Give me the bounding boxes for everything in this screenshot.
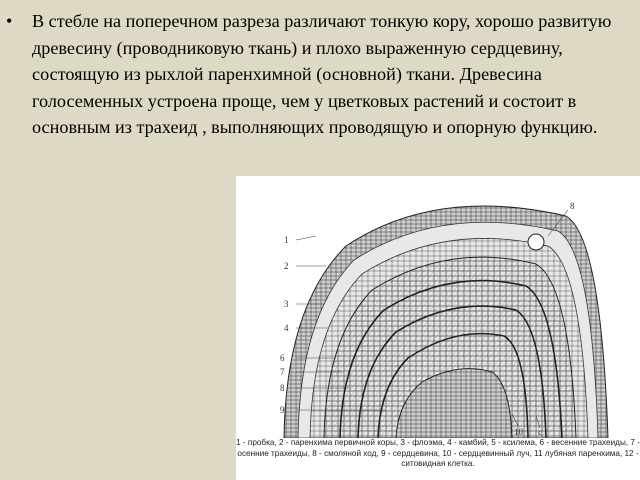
slide-paragraph: В стебле на поперечном разреза различают тонкую кору, хорошо развитую древесину (проводниковую ткань) и плохо выраженную сердцевину, состоящую из рыхлой паренхимной (основной) ткани. Древесина голосеменных устроена проще, чем у цветковых растений и состоит в основным из трахеид , выполняющих проводящую и опорную функцию.: [32, 11, 612, 138]
stem-section-drawing: [236, 176, 640, 438]
bullet-item: [6, 8, 632, 141]
label-7: 7: [280, 367, 285, 377]
label-10: 10: [514, 427, 523, 437]
label-4: 4: [284, 323, 289, 333]
label-8-right: 8: [570, 201, 575, 211]
resin-duct: [528, 234, 544, 250]
bullet-marker: •: [6, 11, 13, 31]
figure-caption: 1 - пробка, 2 - паренхима первичной коры, 3 - флоэма, 4 - камбий, 5 - ксилема, 6 - весенние трахеиды, 7 - осенние трахеиды, 8 - смоляной ход, 9 - сердцевина, 10 - сердцевинный луч, 11 лубяная паренхима, 12 - ситовидная клетка.: [236, 438, 640, 468]
label-8-left: 8: [280, 383, 285, 393]
label-2: 2: [284, 261, 289, 271]
label-c: c: [538, 427, 542, 437]
label-1: 1: [284, 235, 289, 245]
label-6: 6: [280, 353, 285, 363]
stem-cross-section-figure: [236, 176, 640, 480]
label-3: 3: [284, 299, 289, 309]
label-9: 9: [280, 405, 285, 415]
